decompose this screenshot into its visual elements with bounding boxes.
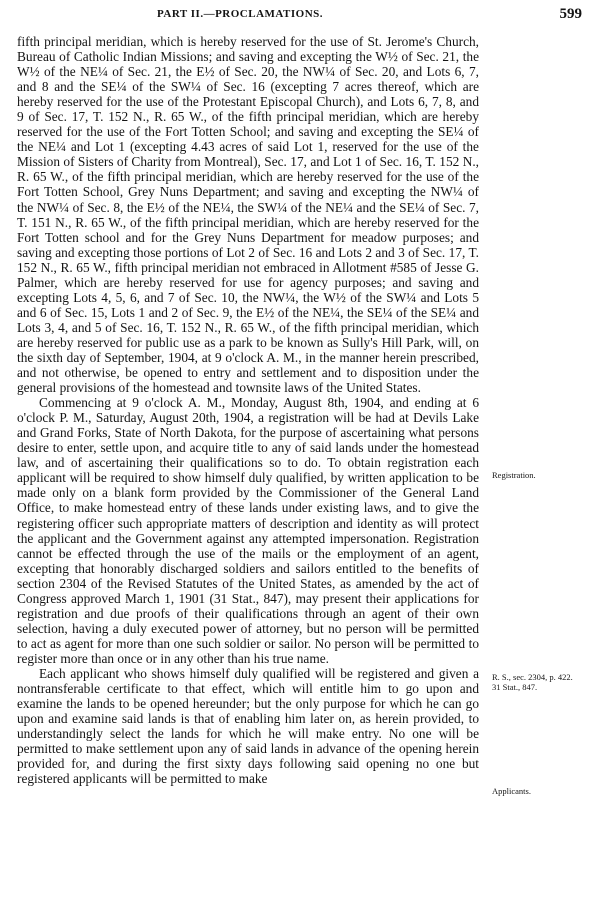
paragraph-2: Commencing at 9 o'clock A. M., Monday, August 8th, 1904, and ending at 6 o'clock P. M., Saturday, August 20th, 1904, a registration will be had at Devils Lake and Grand Forks, State of North Dakota, for the purpose of ascertaining what persons desire to enter, settle upon, and acquire title to any of said lands under the homestead law, and of ascertaining their qualifications so to do. To obtain registration each applicant will be required to show himself duly qualified, by written application to be made only on a blank form provided by the Commissioner of the General Land Office, to make homestead entry of these lands under existing laws, and to give the registering officer such appropriate matters of description and identity as will protect the applicant and the Government against any attempted impersonation. Registration cannot be effected through the use of the mails or the employment of an agent, excepting that honorably discharged soldiers and sailors entitled to the benefits of section 2304 of the Revised Statutes of the United States, as amended by the act of Congress approved March 1, 1901 (31 Stat., 847), may present their applications for registration and due proofs of their qualifications through an agent of their own selection, having a duly executed power of attorney, but no person will be permitted to act as agent for more than one such soldier or sailor. No person will be permitted to register more than once or in any other than his true name. <box>17 395 479 666</box>
paragraph-1: fifth principal meridian, which is hereby reserved for the use of St. Jerome's Church, Bureau of Catholic Indian Missions; and saving and excepting the W½ of Sec. 21, the W½ of the NE¼ of Sec. 21, the E½ of Sec. 20, the NW¼ of Sec. 20, and Lots 6, 7, and 8 and the SE¼ of the SW¼ of Sec. 16 (excepting 7 acres thereof, which are hereby reserved for the use of the Protestant Episcopal Church), and Lots 6, 7, 8, and 9 of Sec. 17, T. 152 N., R. 65 W., of the fifth principal meridian, which are hereby reserved for the use of the Fort Totten School; and saving and excepting the SE¼ of the NE¼ and Lot 1 (excepting 4.43 acres of said Lot 1, reserved for the use of the Mission of Sisters of Charity from Montreal), Sec. 17, and Lot 1 of Sec. 16, T. 152 N., R. 65 W., of the fifth principal meridian, which are hereby reserved for the use of the Fort Totten School, Grey Nuns Department; and saving and excepting the NW¼ of the NW¼ of Sec. 8, the E½ of the NE¼, the SW¼ of the NE¼ and the SE¼ of Sec. 7, T. 151 N., R. 65 W., of the fifth principal meridian, which are hereby reserved for the Fort Totten school and for the Grey Nuns Department for meadow purposes; and saving and excepting those portions of Lot 2 of Sec. 16 and Lots 2 and 3 of Sec. 17, T. 152 N., R. 65 W., fifth principal meridian not embraced in Allotment #585 of Jesse G. Palmer, which are hereby reserved for use for agency purposes; and saving and excepting Lots 4, 5, 6, and 7 of Sec. 10, the NW¼, the W½ of the SW¼ and Lots 5 and 6 of Sec. 15, Lots 1 and 2 of Sec. 9, the E½ of the NE¼, the SE¼ of the SE¼ and Lots 3, 4, and 5 of Sec. 16, T. 152 N., R. 65 W., of the fifth principal meridian, which are hereby reserved for public use as a park to be known as Sully's Hill Park, will, on the sixth day of September, 1904, at 9 o'clock A. M., in the manner herein prescribed, and not otherwise, be opened to entry and settlement and to disposition under the general provisions of the homestead and townsite laws of the United States. <box>17 34 479 396</box>
paragraph-3: Each applicant who shows himself duly qualified will be registered and given a nontransferable certificate to that effect, which will entitle him to go upon and examine the lands to be opened hereunder; but the only purpose for which he can go upon and examine said lands is that of enabling him later on, as herein provided, to understandingly select the lands for which he will make entry. No one will be permitted to make settlement upon any of said lands in advance of the opening herein provided for, and during the first sixty days following said opening no one but registered applicants will be permitted to make <box>17 665 479 787</box>
body-text <box>17 34 479 786</box>
marginal-note-registration: Registration. <box>492 470 536 480</box>
marginal-note-citation <box>492 672 573 692</box>
page-number: 599 <box>559 6 582 22</box>
page-header <box>0 8 600 26</box>
marginal-note-applicants: Applicants. <box>492 786 531 796</box>
marginal-note-citation-line-2: 31 Stat., 847. <box>492 682 538 692</box>
marginal-note-citation-line-1: R. S., sec. 2304, p. 422. <box>492 672 573 682</box>
running-head: PART II.—PROCLAMATIONS. <box>156 8 324 20</box>
